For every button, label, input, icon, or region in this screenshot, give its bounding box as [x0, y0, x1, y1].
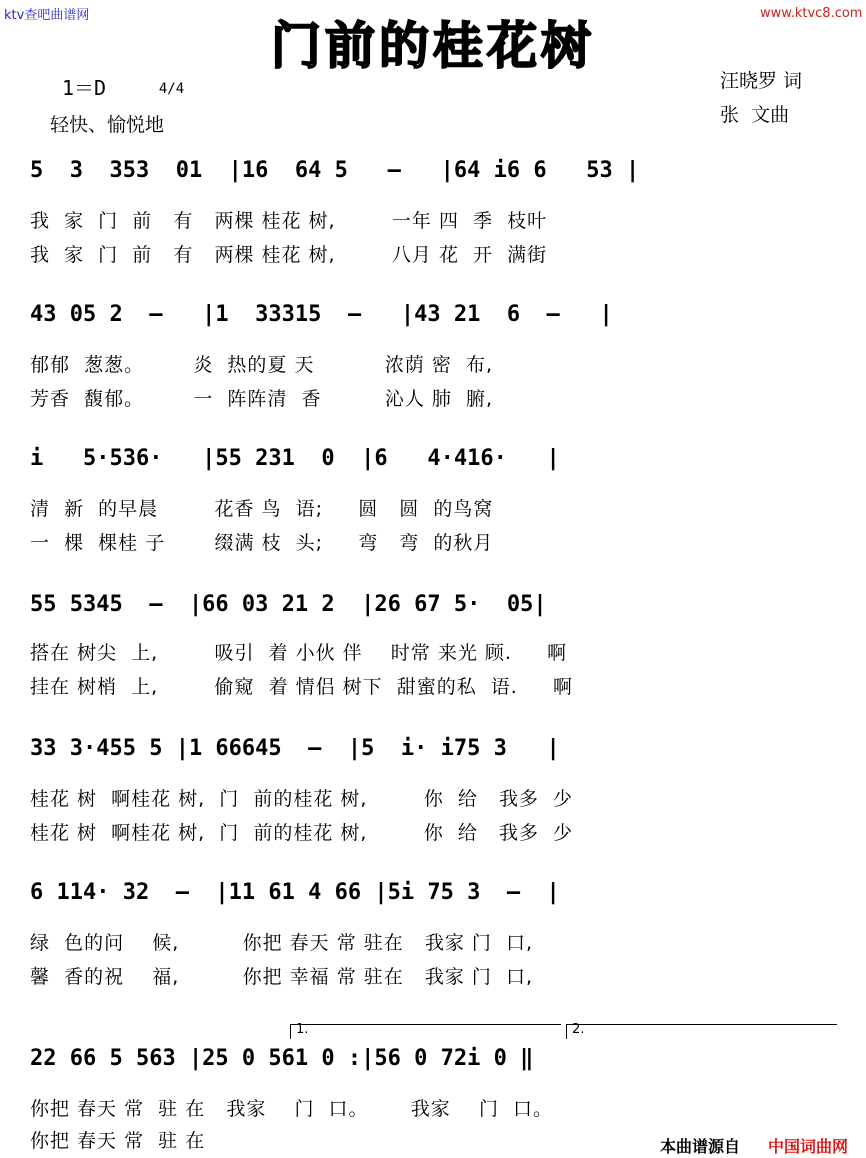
notes-line-1: 5 3 353 01 |16 64 5 – |64 i6 6 53 |: [30, 158, 640, 183]
notes-line-5: 33 3·455 5 |1 66645 – |5 i· i75 3 |: [30, 736, 560, 761]
time-signature: [142, 68, 185, 97]
song-title: 门前的桂花树: [271, 17, 595, 75]
lyrics-line-4-verse-2: 挂在 树梢 上, 偷窥 着 情侣 树下 甜蜜的私 语. 啊: [30, 676, 574, 698]
lyrics-line-7-verse-2: 你把 春天 常 驻 在: [30, 1130, 206, 1152]
volta-bracket-1: [290, 1024, 561, 1039]
lyricist-credit: 汪晓罗 词: [720, 70, 803, 92]
footer-site-name: 中国词曲网: [768, 1137, 849, 1156]
notes-line-3: i 5·536· |55 231 0 |6 4·416· |: [30, 446, 560, 471]
key-signature: 1＝D: [62, 76, 107, 100]
time-signature-text: 4/4: [158, 81, 185, 97]
notes-line-6: 6 114· 32 – |11 61 4 66 |5i 75 3 – |: [30, 880, 560, 905]
watermark-top-left: ktv查吧曲谱网: [4, 8, 90, 23]
tempo-marking: 轻快、愉悦地: [50, 114, 165, 136]
lyrics-line-5-verse-2: 桂花 树 啊桂花 树, 门 前的桂花 树, 你 给 我多 少: [30, 822, 574, 844]
lyrics-line-7-verse-1: 你把 春天 常 驻 在 我家 门 口。 我家 门 口。: [30, 1098, 554, 1120]
lyrics-line-2-verse-2: 芳香 馥郁。 一 阵阵清 香 沁人 肺 腑,: [30, 388, 494, 410]
composer-credit: 张 文曲: [720, 104, 790, 126]
lyrics-line-6-verse-2: 馨 香的祝 福, 你把 幸福 常 驻在 我家 门 口,: [30, 966, 534, 988]
footer-source-label: 本曲谱源自: [660, 1137, 741, 1156]
lyrics-line-5-verse-1: 桂花 树 啊桂花 树, 门 前的桂花 树, 你 给 我多 少: [30, 788, 574, 810]
lyrics-line-6-verse-1: 绿 色的问 候, 你把 春天 常 驻在 我家 门 口,: [30, 932, 534, 954]
notes-line-7: 22 66 5 563 |25 0 561 0 :|56 0 72i 0 ‖: [30, 1046, 534, 1071]
volta-bracket-2: [566, 1024, 837, 1039]
watermark-top-right: www.ktvc8.com: [760, 6, 863, 21]
lyrics-line-4-verse-1: 搭在 树尖 上, 吸引 着 小伙 伴 时常 来光 顾. 啊: [30, 642, 568, 664]
lyrics-line-3-verse-1: 清 新 的早晨 花香 鸟 语; 圆 圆 的鸟窝: [30, 498, 494, 520]
volta-label-1: 1.: [296, 1022, 309, 1037]
notes-line-2: 43 05 2 – |1 33315 – |43 21 6 – |: [30, 302, 613, 327]
notes-line-4: 55 5345 – |66 03 21 2 |26 67 5· 05|: [30, 592, 547, 617]
lyrics-line-3-verse-2: 一 棵 棵桂 子 缀满 枝 头; 弯 弯 的秋月: [30, 532, 494, 554]
lyrics-line-2-verse-1: 郁郁 葱葱。 炎 热的夏 天 浓荫 密 布,: [30, 354, 494, 376]
volta-label-2: 2.: [572, 1022, 585, 1037]
lyrics-line-1-verse-2: 我 家 门 前 有 两棵 桂花 树, 八月 花 开 满街: [30, 244, 548, 266]
lyrics-line-1-verse-1: 我 家 门 前 有 两棵 桂花 树, 一年 四 季 枝叶: [30, 210, 548, 232]
